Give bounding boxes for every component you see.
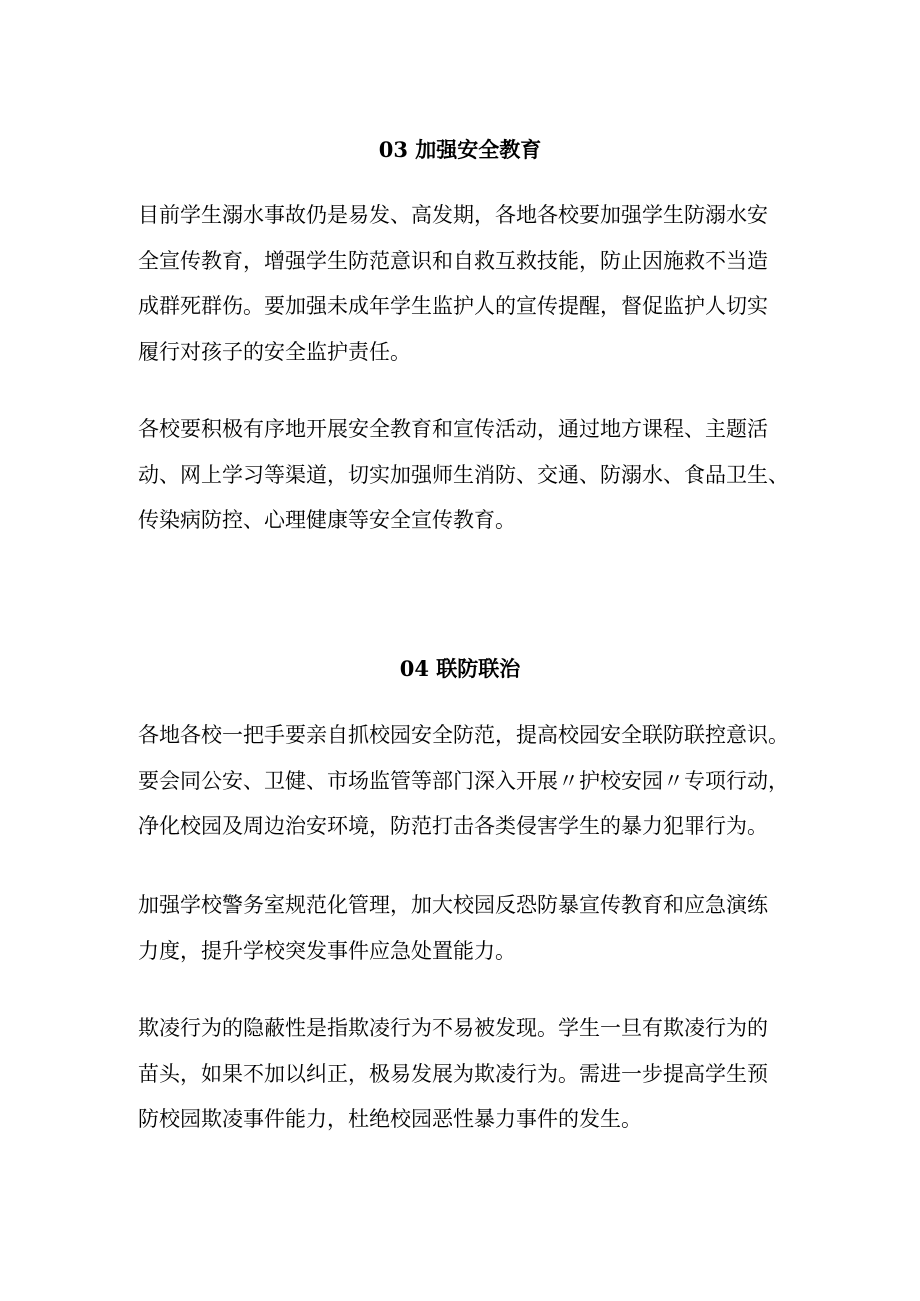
text-line: 各校要积极有序地开展安全教育和宣传活动，通过地方课程、主题活 <box>138 417 768 441</box>
text-line: 防校园欺凌事件能力，杜绝校园恶性暴力事件的发生。 <box>138 1107 642 1131</box>
text-line: 加强学校警务室规范化管理，加大校园反恐防暴宣传教育和应急演练 <box>138 893 768 917</box>
section-title-03: 03 加强安全教育 <box>378 137 542 162</box>
text-line: 全宣传教育，增强学生防范意识和自救互救技能，防止因施救不当造 <box>138 248 768 273</box>
text-line: 净化校园及周边治安环境，防范打击各类侵害学生的暴力犯罪行为。 <box>138 814 768 838</box>
paragraph-drowning-education <box>138 193 798 375</box>
paragraph-joint-prevention <box>138 713 798 850</box>
section-title-04: 04 联防联治 <box>399 656 521 681</box>
paragraph-police-room <box>138 883 798 974</box>
text-line: 目前学生溺水事故仍是易发、高发期，各地各校要加强学生防溺水安 <box>138 203 768 227</box>
text-line: 欺凌行为的隐蔽性是指欺凌行为不易被发现。学生一旦有欺凌行为的 <box>138 1016 768 1040</box>
text-line: 动、网上学习等渠道，切实加强师生消防、交通、防溺水、食品卫生、 <box>138 462 789 487</box>
text-line: 履行对孩子的安全监护责任。 <box>138 339 411 364</box>
text-line: 力度，提升学校突发事件应急处置能力。 <box>138 938 516 963</box>
text-line: 要会同公安、卫健、市场监管等部门深入开展〃护校安园〃专项行动， <box>138 768 789 793</box>
text-line: 苗头，如果不加以纠正，极易发展为欺凌行为。需进一步提高学生预 <box>138 1061 768 1086</box>
text-line: 成群死群伤。要加强未成年学生监护人的宣传提醒，督促监护人切实 <box>138 294 768 318</box>
text-line: 传染病防控、心理健康等安全宣传教育。 <box>138 508 516 532</box>
paragraph-bullying <box>138 1006 798 1143</box>
paragraph-safety-activities <box>138 407 798 544</box>
text-line: 各地各校一把手要亲自抓校园安全防范，提高校园安全联防联控意识。 <box>138 723 789 747</box>
